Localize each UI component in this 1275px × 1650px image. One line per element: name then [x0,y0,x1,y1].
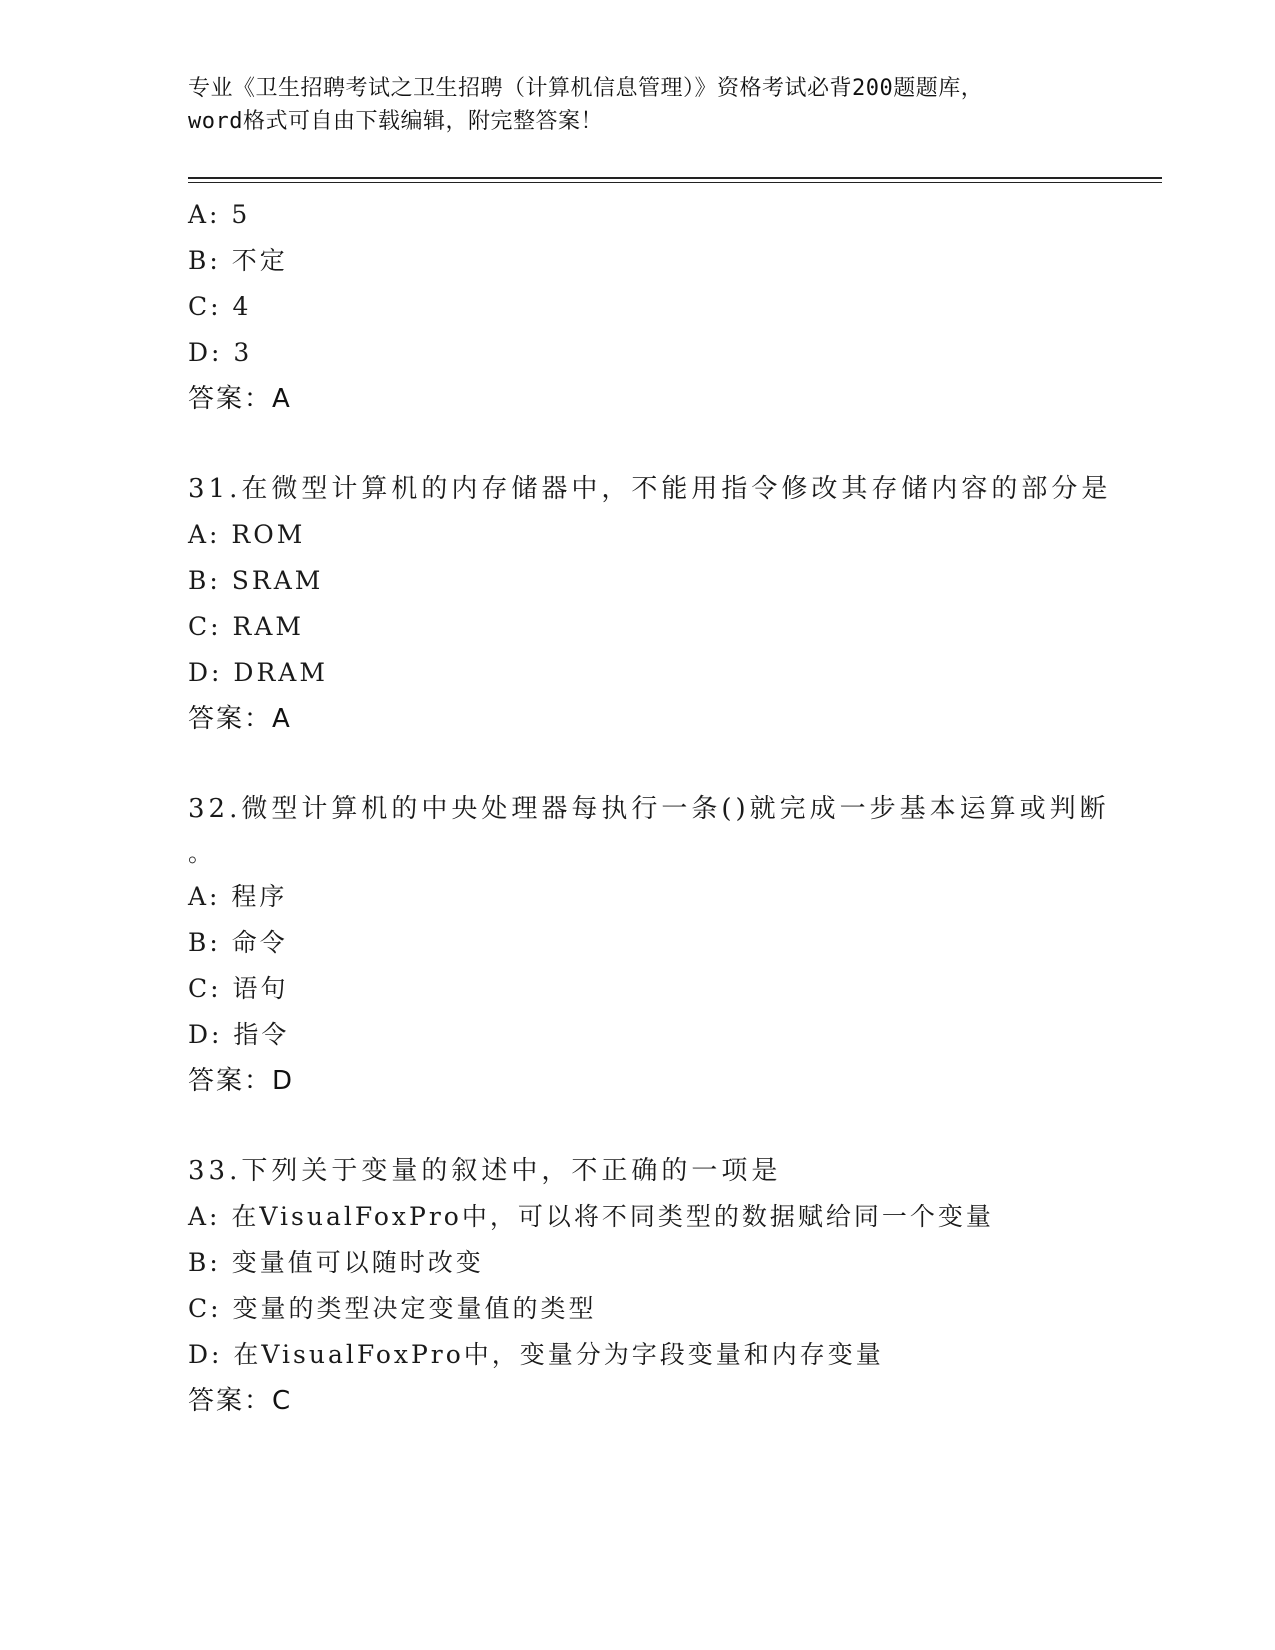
header-rule-thick [188,177,1162,179]
question-prev [188,192,1148,422]
option-b: B: 不定 [188,246,288,275]
option-b: B: 变量值可以随时改变 [188,1248,484,1277]
question-32 [188,786,1148,1104]
option-c: C: 语句 [188,974,289,1003]
answer-line: 答案：D [188,1066,295,1096]
answer-line: 答案：A [188,384,292,414]
question-stem-continuation: 。 [188,839,212,867]
option-c: C: 4 [188,292,252,321]
option-a: A: 在VisualFoxPro中，可以将不同类型的数据赋给同一个变量 [188,1202,994,1231]
question-stem: 33.下列关于变量的叙述中，不正确的一项是 [188,1156,782,1186]
question-list [188,192,1148,1424]
option-d: D: 3 [188,338,253,367]
question-stem: 32.微型计算机的中央处理器每执行一条()就完成一步基本运算或判断 [188,794,1110,824]
option-c: C: RAM [188,612,304,641]
question-stem: 31.在微型计算机的内存储器中，不能用指令修改其存储内容的部分是 [188,474,1112,504]
option-c: C: 变量的类型决定变量值的类型 [188,1294,597,1323]
question-33 [188,1148,1148,1424]
option-d: D: 在VisualFoxPro中，变量分为字段变量和内存变量 [188,1340,884,1369]
option-a: A: ROM [188,520,306,549]
option-b: B: 命令 [188,928,288,957]
document-header [188,72,1088,138]
header-line-1: 专业《卫生招聘考试之卫生招聘（计算机信息管理）》资格考试必背200题题库， [188,76,984,101]
option-d: D: 指令 [188,1020,290,1049]
header-rule-thin [188,182,1162,183]
question-31 [188,466,1148,742]
option-a: A: 程序 [188,882,288,911]
header-line-2: word格式可自由下载编辑，附完整答案！ [188,109,603,134]
option-a: A: 5 [188,200,251,229]
answer-line: 答案：A [188,704,292,734]
option-d: D: DRAM [188,658,328,687]
answer-line: 答案：C [188,1386,293,1416]
option-b: B: SRAM [188,566,324,595]
